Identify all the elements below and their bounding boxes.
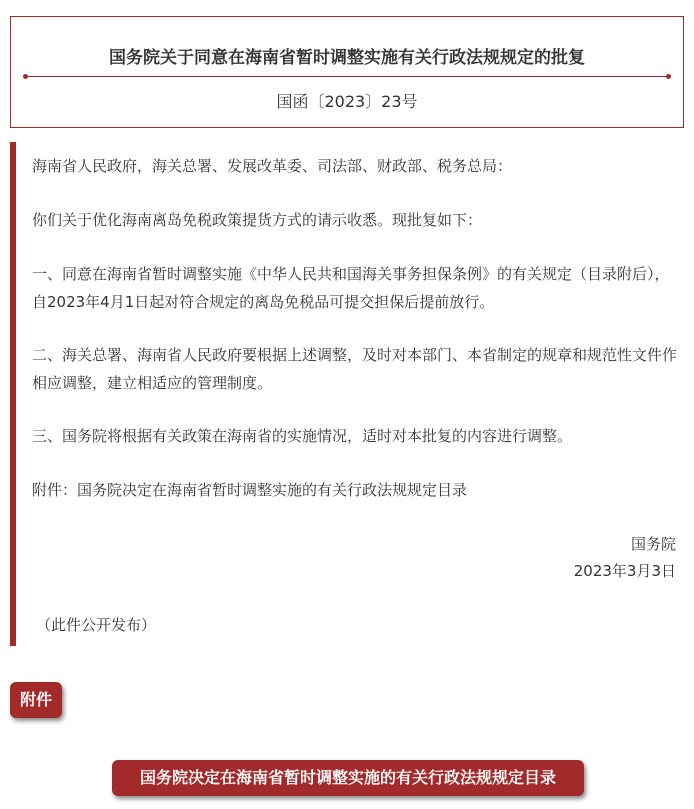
document-number: 国函〔2023〕23号 (276, 92, 418, 111)
divider-dot-left (23, 74, 28, 79)
publish-note: （此件公开发布） (36, 616, 157, 634)
salutation: 海南省人民政府，海关总署、发展改革委、司法部、财政部、税务总局： (32, 157, 513, 175)
header-divider (25, 76, 669, 77)
document-body (10, 142, 684, 646)
signature: 国务院 (630, 535, 676, 553)
attachment-tag: 附件 (10, 682, 62, 718)
divider-dot-right (666, 74, 671, 79)
item-one-paragraph: 一、同意在海南省暂时调整实施《中华人民共和国海关事务担保条例》的有关规定（目录附后），自2023年4月1日起对符合规定的离岛免税品可提交担保后提前放行。 (32, 265, 670, 311)
document-title: 国务院关于同意在海南省暂时调整实施有关行政法规规定的批复 (109, 48, 585, 68)
item-three-paragraph: 三、国务院将根据有关政策在海南省的实施情况，适时对本批复的内容进行调整。 (32, 427, 573, 445)
intro-paragraph: 你们关于优化海南离岛免税政策提货方式的请示收悉。现批复如下： (32, 211, 483, 229)
attachment-note: 附件：国务院决定在海南省暂时调整实施的有关行政法规规定目录 (32, 481, 468, 499)
attachment-title: 国务院决定在海南省暂时调整实施的有关行政法规规定目录 (112, 760, 584, 796)
signature-date: 2023年3月3日 (573, 562, 676, 580)
document-header (10, 16, 684, 128)
item-two-paragraph: 二、海关总署、海南省人民政府要根据上述调整，及时对本部门、本省制定的规章和规范性文件作相应调整，建立相适应的管理制度。 (32, 346, 678, 392)
